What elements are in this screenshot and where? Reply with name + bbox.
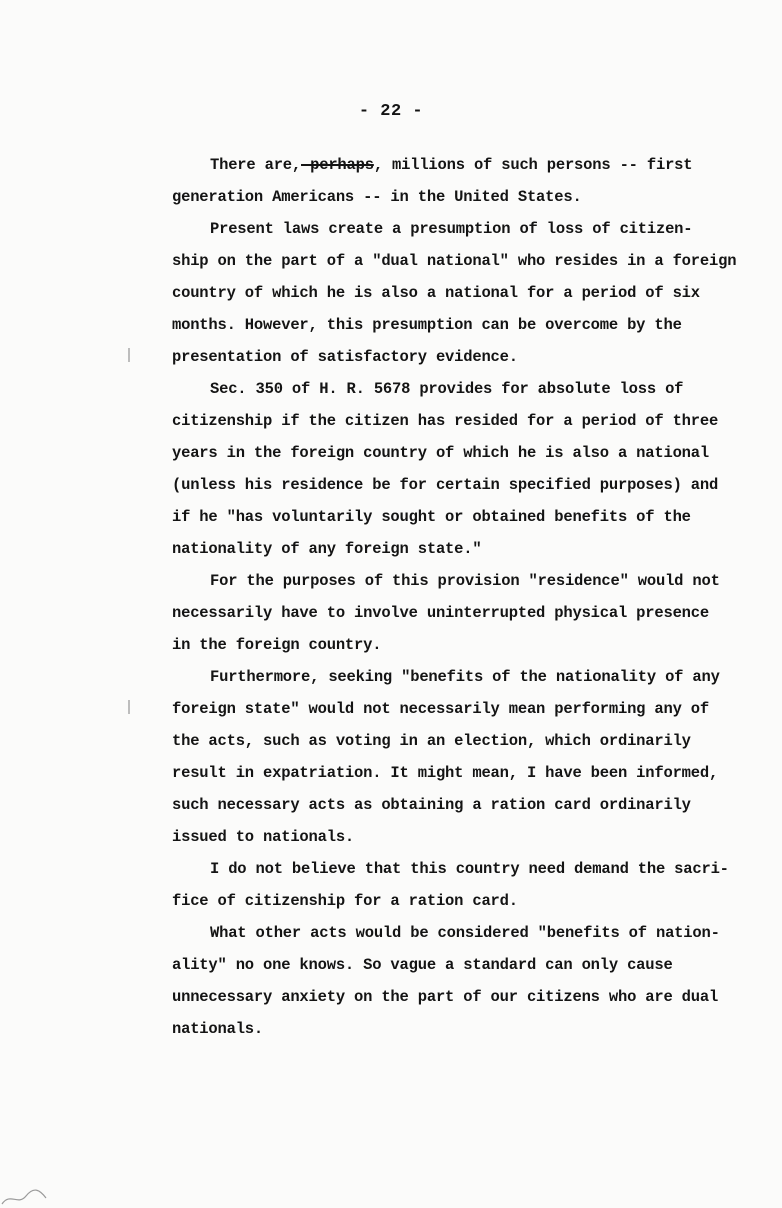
paragraph-2-line-3: country of which he is also a national for a period of six: [172, 284, 700, 302]
paragraph-3-line-2: citizenship if the citizen has resided for a period of three: [172, 412, 719, 430]
margin-mark: [128, 348, 130, 362]
paragraph-7-line-3: unnecessary anxiety on the part of our citizens who are dual: [172, 988, 719, 1006]
paragraph-5-line-6: issued to nationals.: [172, 828, 355, 846]
paragraph-2-line-5: presentation of satisfactory evidence.: [172, 348, 518, 366]
paragraph-4-line-3: in the foreign country.: [172, 636, 382, 654]
paragraph-1-line-1: [210, 156, 692, 174]
paragraph-5-line-4: result in expatriation. It might mean, I have been informed,: [172, 764, 719, 782]
paragraph-1-line-2: generation Americans -- in the United States.: [172, 188, 582, 206]
paragraph-7-line-2: ality" no one knows. So vague a standard can only cause: [172, 956, 673, 974]
margin-mark: [128, 700, 130, 714]
paragraph-5-line-3: the acts, such as voting in an election, which ordinarily: [172, 732, 691, 750]
page-number: - 22 -: [358, 102, 424, 121]
struck-word: perhaps: [301, 156, 374, 174]
text-fragment: , millions of such persons -- first: [373, 156, 693, 174]
paragraph-5-line-2: foreign state" would not necessarily mean performing any of: [172, 700, 709, 718]
paragraph-7-line-1: What other acts would be considered "benefits of nation-: [210, 924, 720, 942]
paragraph-3-line-3: years in the foreign country of which he is also a national: [172, 444, 709, 462]
paragraph-3-line-4: (unless his residence be for certain specified purposes) and: [172, 476, 719, 494]
paragraph-2-line-4: months. However, this presumption can be overcome by the: [172, 316, 682, 334]
paragraph-2-line-1: Present laws create a presumption of loss of citizen-: [210, 220, 693, 238]
paragraph-4-line-1: For the purposes of this provision "residence" would not: [210, 572, 720, 590]
paragraph-5-line-1: Furthermore, seeking "benefits of the nationality of any: [210, 668, 720, 686]
corner-scribble-mark: [0, 1184, 60, 1208]
paragraph-3-line-5: if he "has voluntarily sought or obtained benefits of the: [172, 508, 691, 526]
paragraph-6-line-1: I do not believe that this country need demand the sacri-: [210, 860, 729, 878]
paragraph-3-line-6: nationality of any foreign state.": [172, 540, 482, 558]
paragraph-4-line-2: necessarily have to involve uninterrupted physical presence: [172, 604, 709, 622]
paragraph-5-line-5: such necessary acts as obtaining a ration card ordinarily: [172, 796, 691, 814]
paragraph-3-line-1: Sec. 350 of H. R. 5678 provides for absolute loss of: [210, 380, 684, 398]
text-fragment: There are,: [210, 156, 302, 174]
paragraph-2-line-2: ship on the part of a "dual national" who resides in a foreign: [172, 252, 737, 270]
paragraph-7-line-4: nationals.: [172, 1020, 264, 1038]
paragraph-6-line-2: fice of citizenship for a ration card.: [172, 892, 518, 910]
